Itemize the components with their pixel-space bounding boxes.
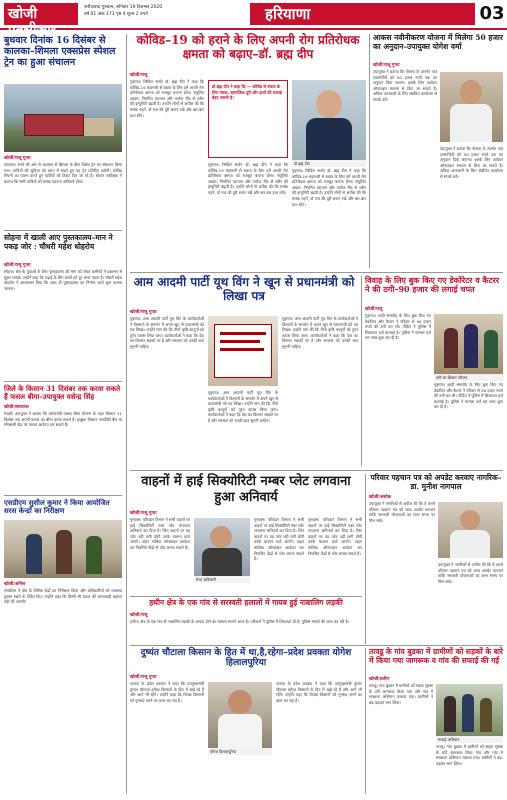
section-name: हरियाणा <box>265 5 311 23</box>
train-shape <box>24 114 84 136</box>
sdm-photo <box>4 520 122 578</box>
village-cleanliness-photo <box>436 684 503 736</box>
column-divider <box>126 34 127 794</box>
youth-body-col3: गुड़गांव। आम आदमी पार्टी यूथ विंग के कार्यकर्ताओं ने किसानों के समर्थन में अपने खून से प्रधानमंत्री को पत्र लिखा। उन्होंने मांग की कि तीनों कृषि कानूनों को तुरंत वापस लिया जाए। कार्यकर्ताओं ने कहा कि देश का किसान सड़कों पर है और सरकार को उनकी बात सुननी चाहिए। <box>282 316 358 349</box>
divider <box>130 645 503 646</box>
youth-byline: खोजी/राजू गुप्ता <box>130 310 157 315</box>
missing-girl-body: हथीन। क्षेत्र के एक गांव से नाबालिग लड़की के लापता होने का मामला सामने आया है। परिजनों ने पुलिस में शिकायत दी है। पुलिस मामले की जांच कर रही है। <box>130 619 350 624</box>
covid-byline: खोजी/राजू <box>130 73 148 78</box>
family-id-body-col2: उपायुक्त ने नागरिकों से अपील की कि वे अपने परिवार पहचान पत्र को जल्द अपडेट करवाएं ताकि सरकारी योजनाओं का लाभ समय पर मिल सके। <box>438 562 503 584</box>
fraud-photo <box>434 314 503 374</box>
grant-headline: आकस नवीनीकरण योजना में मिलेगा 50 हजार का अनुदान–उपायुक्त योगेश वर्मा <box>373 33 503 51</box>
divider <box>130 596 362 597</box>
library-byline: खोजी/राजू गुप्ता <box>4 263 31 268</box>
dushyant-photo <box>208 682 272 748</box>
covid-body-col3: गुड़गांव। सिविल सर्जन डॉ. ब्रह्म दीप ने कहा कि कोविड-19 महामारी से बचाव के लिए हमें अपनी रोग प्रतिरोधक क्षमता को मजबूत बनाना होगा। संतुलित आहार, नियमित व्यायाम और पर्याप्त नींद से शरीर की इम्युनिटी बढ़ती है। उन्होंने लोगों से अपील की कि मास्क पहनें, दो गज की दूरी बनाए रखें और बार-बार हाथ धोएं। <box>292 168 366 207</box>
column-divider <box>365 648 366 794</box>
library-body: सोहना। क्षेत्र के युवाओं के लिए पुस्तकालय की मांग को लेकर ग्रामीणों ने प्रशासन से गुहार लगाई। उन्होंने कहा कि पढ़ाई के लिए बच्चों को दूर जाना पड़ता है। चौधरी महेश धोहरोय ने आश्वासन दिया कि जल्द ही पुस्तकालय का निर्माण कार्य शुरू कराया जाएगा। <box>4 269 122 291</box>
covid-headline: कोविड–19 को हराने के लिए अपनी रोग प्रतिरोधक क्षमता को बढ़ाए–डॉ. ब्रह्म दीप <box>136 33 360 61</box>
insurance-headline: जिले के किसान 31 दिसंबर तक करवा सकते हैं फसल बीमा–उपायुक्त यशेन्द्र सिंह <box>4 384 121 402</box>
masthead-info <box>84 4 244 18</box>
sdm-body: एसडीएम ने क्षेत्र के विभिन्न केंद्रों का निरीक्षण किया और अधिकारियों को व्यवस्था दुरुस्त रखने के निर्देश दिए। उन्होंने कहा कि किसी भी प्रकार की लापरवाही बर्दाश्त नहीं की जाएगी। <box>4 588 122 605</box>
hsrp-photo-caption: मेरठ अधिकारी <box>194 576 250 583</box>
fraud-body: गुड़गांव। शादी समारोह के लिए बुक किए गए डेकोरेटर और कैटरर ने परिवार से 90 हजार रुपये की ठगी कर ली। पीड़ित ने पुलिस में शिकायत दर्ज करवाई है। पुलिस ने मामला दर्ज कर जांच शुरू कर दी है। <box>365 313 431 341</box>
divider <box>4 381 122 382</box>
kalka-photo <box>4 84 122 152</box>
covid-photo <box>292 80 366 160</box>
dushyant-body-col1: जजपा के प्रदेश प्रवक्ता ने कहा कि उपमुख्यमंत्री दुष्यंत चौटाला हमेशा किसानों के हित में खड़े रहे हैं और आगे भी रहेंगे। उन्होंने कहा कि विपक्ष किसानों को गुमराह करने का काम कर रहा है। <box>130 681 204 703</box>
sdm-headline: एसडीएम सुशील कुमार ने किया आयोजित सरस केन्द्रों का निरीक्षण <box>4 498 110 516</box>
station-building <box>84 118 114 136</box>
missing-girl-headline: हथीन क्षेत्र के एक गांव से सरस्वती हलालों में गायब हुई नाबालिग लड़की <box>149 598 343 607</box>
divider <box>130 272 503 273</box>
grant-byline: खोजी/राजू गुप्ता <box>373 63 400 68</box>
covid-body-col2: गुड़गांव। सिविल सर्जन डॉ. ब्रह्म दीप ने कहा कि कोविड-19 महामारी से बचाव के लिए हमें अपनी रोग प्रतिरोधक क्षमता को मजबूत बनाना होगा। संतुलित आहार, नियमित व्यायाम और पर्याप्त नींद से शरीर की इम्युनिटी बढ़ती है। उन्होंने लोगों से अपील की कि मास्क पहनें, दो गज की दूरी बनाए रखें और बार-बार हाथ धोएं। <box>208 162 288 195</box>
hsrp-headline: वाहनों में हाई सिक्योरिटी नम्बर प्लेट लगवाना हुआ अनिवार्य <box>141 474 351 505</box>
grant-body: उपायुक्त ने बताया कि योजना के अंतर्गत पात्र लाभार्थियों को 50 हजार रुपये तक का अनुदान दिया जाएगा। इसके लिए आवेदन ऑनलाइन माध्यम से किए जा सकते हैं। अधिक जानकारी के लिए संबंधित कार्यालय से संपर्क करें। <box>373 69 437 102</box>
masthead-edition: वर्ष 01 अंक 173 पृष्ठ 4 मूल्य 2 रुपये <box>84 12 148 17</box>
hsrp-body-col2: गुरुग्राम। परिवहन विभाग ने सभी वाहनों पर हाई सिक्योरिटी नंबर प्लेट लगवाना अनिवार्य कर दिया है। जिन वाहनों पर यह प्लेट नहीं लगी होगी उनके चालान काटे जाएंगे। वाहन मालिक ऑनलाइन आवेदन कर निर्धारित केंद्रों से प्लेट लगवा सकते हैं। <box>254 517 304 562</box>
fraud-headline: विवाह के लिए बुक किए गए डेकोरेटर व कैटरर ने की ठगी–90 हजार की लगाई चपत <box>365 275 500 295</box>
grant-body-col2: उपायुक्त ने बताया कि योजना के अंतर्गत पात्र लाभार्थियों को 50 हजार रुपये तक का अनुदान दिया जाएगा। इसके लिए आवेदन ऑनलाइन माध्यम से किए जा सकते हैं। अधिक जानकारी के लिए संबंधित कार्यालय से संपर्क करें। <box>440 146 503 179</box>
village-cleanliness-body-col2: तावडू। गांव बुडका में ग्रामीणों को सड़क सुरक्षा के प्रति जागरूक किया गया और गांव में स्वच्छता अभियान चलाया गया। ग्रामीणों ने बढ़-चढ़कर भाग लिया। <box>436 744 503 766</box>
youth-body-col2: गुड़गांव। आम आदमी पार्टी यूथ विंग के कार्यकर्ताओं ने किसानों के समर्थन में अपने खून से प्रधानमंत्री को पत्र लिखा। उन्होंने मांग की कि तीनों कृषि कानूनों को तुरंत वापस लिया जाए। कार्यकर्ताओं ने कहा कि देश का किसान सड़कों पर है और सरकार को उनकी बात सुननी चाहिए। <box>208 390 278 423</box>
fraud-body-col2: गुड़गांव। शादी समारोह के लिए बुक किए गए डेकोरेटर और कैटरर ने परिवार से 90 हजार रुपये की ठगी कर ली। पीड़ित ने पुलिस में शिकायत दर्ज करवाई है। पुलिस ने मामला दर्ज कर जांच शुरू कर दी है। <box>434 382 503 410</box>
dushyant-photo-caption: योगेश हिलालपुरिया <box>208 748 272 755</box>
insurance-byline: खोजी/सत्यपाल <box>4 405 29 410</box>
masthead-date: फरीदाबाद गुरुग्राम, शनिवार 19 दिसम्बर 2020 <box>84 5 163 10</box>
covid-photo-caption: डॉ ब्रह्म दीप <box>292 160 366 167</box>
divider <box>130 470 503 471</box>
youth-body-col1: गुड़गांव। आम आदमी पार्टी यूथ विंग के कार्यकर्ताओं ने किसानों के समर्थन में अपने खून से प्रधानमंत्री को पत्र लिखा। उन्होंने मांग की कि तीनों कृषि कानूनों को तुरंत वापस लिया जाए। कार्यकर्ताओं ने कहा कि देश का किसान सड़कों पर है और सरकार को उनकी बात सुननी चाहिए। <box>130 316 204 349</box>
family-id-headline: परिवार पहचान पत्र को अपडेट करवाए नागरिक–डा. मुनीश नागपाल <box>370 473 502 491</box>
family-id-photo <box>438 502 503 558</box>
village-cleanliness-byline: खोजी/प्रवीण <box>369 677 390 682</box>
family-id-body: उपायुक्त ने नागरिकों से अपील की कि वे अपने परिवार पहचान पत्र को जल्द अपडेट करवाएं ताकि सरकारी योजनाओं का लाभ समय पर मिल सके। <box>369 501 435 523</box>
dushyant-headline: दुष्यंत चौटाला किसान के हित में था,है,रहेगा–प्रदेश प्रवक्ता योगेश हिलालपुरिया <box>140 648 352 669</box>
covid-quote: डॉ ब्रह्म दीप ने कहा कि — कोविड से बचाव के लिए मास्क, सामाजिक दूरी और हाथों की सफाई बेहद जरूरी है। <box>208 80 288 158</box>
page-number: 03 <box>479 3 505 24</box>
hsrp-byline: खोजी/राजू गुप्ता <box>130 511 157 516</box>
dushyant-body-col2: जजपा के प्रदेश प्रवक्ता ने कहा कि उपमुख्यमंत्री दुष्यंत चौटाला हमेशा किसानों के हित में खड़े रहे हैं और आगे भी रहेंगे। उन्होंने कहा कि विपक्ष किसानों को गुमराह करने का काम कर रहा है। <box>276 681 362 703</box>
family-id-byline: खोजी/अशोक <box>369 495 392 500</box>
kalka-body: कालका। रेलवे की ओर से कालका से शिमला के बीच विशेष ट्रेन का संचालन किया गया। यात्रियों की सुविधा को ध्यान में रखते हुए यह ट्रेन प्रतिदिन चलेगी। कोविड नियमों का पालन करते हुए यात्रियों को टिकट दिए जा रहे हैं। स्टेशन अधीक्षक ने बताया कि सभी यात्रियों को मास्क पहनना अनिवार्य होगा। <box>4 162 122 184</box>
covid-body-col1: गुड़गांव। सिविल सर्जन डॉ. ब्रह्म दीप ने कहा कि कोविड-19 महामारी से बचाव के लिए हमें अपनी रोग प्रतिरोधक क्षमता को मजबूत बनाना होगा। संतुलित आहार, नियमित व्यायाम और पर्याप्त नींद से शरीर की इम्युनिटी बढ़ती है। उन्होंने लोगों से अपील की कि मास्क पहनें, दो गज की दूरी बनाए रखें और बार-बार हाथ धोएं। <box>130 79 204 118</box>
insurance-body: रेवाड़ी। उपायुक्त ने बताया कि प्रधानमंत्री फसल बीमा योजना के तहत किसान 31 दिसंबर तक अपनी फसल का बीमा करवा सकते हैं। इच्छुक किसान नजदीकी बैंक या सीएससी केंद्र पर जाकर आवेदन कर सकते हैं। <box>4 411 122 428</box>
hsrp-body-col1: गुरुग्राम। परिवहन विभाग ने सभी वाहनों पर हाई सिक्योरिटी नंबर प्लेट लगवाना अनिवार्य कर दिया है। जिन वाहनों पर यह प्लेट नहीं लगी होगी उनके चालान काटे जाएंगे। वाहन मालिक ऑनलाइन आवेदन कर निर्धारित केंद्रों से प्लेट लगवा सकते हैं। <box>130 517 190 550</box>
village-cleanliness-caption: सफाई अभियान <box>436 736 503 743</box>
fraud-photo-caption: ठगी का शिकार परिवार <box>434 374 503 381</box>
masthead <box>0 0 507 38</box>
village-cleanliness-headline: तावडू के गांव बुडका में ग्रामीणों को सड़कों के बारे में किया गया जागरूक व गांव की सफाई की गई <box>369 647 503 665</box>
column-divider <box>369 34 370 268</box>
hsrp-body-col3: गुरुग्राम। परिवहन विभाग ने सभी वाहनों पर हाई सिक्योरिटी नंबर प्लेट लगवाना अनिवार्य कर दिया है। जिन वाहनों पर यह प्लेट नहीं लगी होगी उनके चालान काटे जाएंगे। वाहन मालिक ऑनलाइन आवेदन कर निर्धारित केंद्रों से प्लेट लगवा सकते हैं। <box>308 517 362 556</box>
kalka-byline: खोजी/राजू गुप्ता <box>4 156 31 161</box>
column-divider <box>361 276 362 466</box>
dushyant-byline: खोजी/राजू गुप्ता <box>130 675 157 680</box>
divider <box>4 495 122 496</box>
village-cleanliness-body: तावडू। गांव बुडका में ग्रामीणों को सड़क सुरक्षा के प्रति जागरूक किया गया और गांव में स्वच्छता अभियान चलाया गया। ग्रामीणों ने बढ़-चढ़कर भाग लिया। <box>369 683 433 705</box>
column-divider <box>365 474 366 644</box>
missing-girl-byline: खोजी/राजू <box>130 613 148 618</box>
hsrp-photo <box>194 518 250 576</box>
youth-photo <box>208 316 278 386</box>
grant-photo <box>440 72 503 142</box>
sdm-byline: खोजी/अनिल <box>4 582 26 587</box>
library-headline: सोहना में खाली आए पुस्तकालय–मान ने पकड़ जोर : चौधरी महेश धोहरोय <box>4 233 113 251</box>
youth-headline: आम आदमी पार्टी यूथ विंग ने खून से प्रधानमंत्री को लिखा पत्र <box>133 275 355 303</box>
fraud-byline: खोजी/राजू <box>365 307 383 312</box>
kalka-headline: बुधवार दिनांक 16 दिसंबर से कालका–शिमला एक्सप्रेस स्पेशल ट्रेन का हुआ संचालन <box>4 35 116 68</box>
divider <box>4 230 122 231</box>
newspaper-logo: खोजी एनसीआर <box>4 3 78 25</box>
